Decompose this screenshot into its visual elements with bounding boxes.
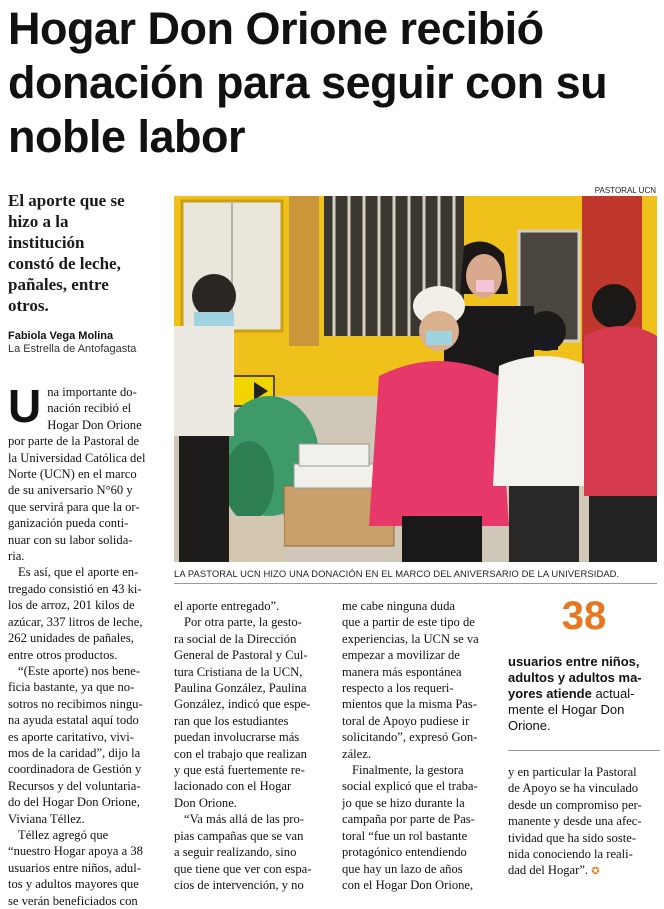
stat-bold-text: adultos y adultos ma- [508,670,642,685]
body-line: usuarios entre niños, adul- [8,860,141,875]
body-line: por parte de la Pastoral de [8,434,140,449]
headline-line-1: Hogar Don Orione recibió [8,3,544,54]
body-line: ra social de la Dirección [174,631,297,646]
body-line: es aporte caritativo, vivi- [8,729,134,744]
donation-scene-illustration [174,196,657,562]
body-line: que servirá para que la or- [8,499,140,514]
body-line: jo que se hizo durante la [342,795,465,810]
body-line: se verán beneficiados con [8,893,138,908]
body-line: General de Pastoral y Cul- [174,648,308,663]
body-line: Recursos y del voluntaria- [8,778,141,793]
body-line: do del Hogar Don Orione, [8,795,140,810]
body-line: protagónico entendiendo [342,845,467,860]
byline-publication: La Estrella de Antofagasta [8,343,137,355]
stat-number: 38 [561,594,607,638]
stat-text: actual- [591,686,635,701]
body-line: sotros no recibimos ningu- [8,696,143,711]
body-line: Téllez agregó que [18,827,109,842]
body-line: manera más espontánea [342,664,462,679]
stat-text: mente el Hogar Don [508,702,625,717]
body-line: na importante do- [47,385,137,399]
body-line: pias campañas que se van [174,828,304,843]
body-line: nida conociendo la reali- [508,847,633,862]
body-line: ficia bastante, ya que no- [8,680,135,695]
body-line: Norte (UCN) en el marco [8,467,137,482]
body-line: coordinadora de Gestión y [8,762,142,777]
stat-description [508,654,660,734]
body-line: Es así, que el aporte en- [18,565,139,580]
article-column-2 [174,598,326,893]
body-line: dad del Hogar”. [508,863,589,878]
body-line: solicitando”, expresó Gon- [342,730,478,745]
deck-line: hizo a la [8,212,69,231]
body-line: y en particular la Pastoral [508,765,637,779]
body-line: el aporte entregado”. [174,599,280,613]
body-line: “(Este aporte) nos bene- [18,663,141,678]
body-line: que a partir de este tipo de [342,615,475,630]
body-line: mos de la caridad”, dijo la [8,745,141,760]
headline-line-3: noble labor [8,111,246,162]
body-line: toral de Apoyo pudiese ir [342,713,470,728]
body-line: na ayuda estatal aquí todo [8,713,139,728]
body-line: tividad que ha sido soste- [508,830,637,845]
body-line: nación recibió el [47,401,132,416]
deck-line: institución [8,233,85,252]
headline-line-2: donación para seguir con su [8,57,608,108]
body-line: la Universidad Católica del [8,450,146,465]
body-line: Por otra parte, la gesto- [184,615,302,630]
body-line: me cabe ninguna duda [342,599,455,613]
body-line: y que está fuertemente re- [174,763,305,778]
body-line: ganización pueda conti- [8,516,129,531]
body-line: respecto a los requeri- [342,681,454,696]
article-column-4 [508,764,660,881]
deck-subtitle [8,190,168,316]
body-line: de su aniversario N°60 y [8,483,133,498]
body-line: “Va más allá de las pro- [184,812,304,827]
headline [8,2,658,164]
deck-line: El aporte que se [8,191,125,210]
body-line: tregado consistió en 43 ki- [8,581,142,596]
news-photo [174,196,657,562]
body-line: que hay un lazo de años [342,861,463,876]
body-line: Viviana Téllez. [8,811,85,826]
body-line: con el Hogar Don Orione, [342,877,474,892]
body-line: ran que los estudiantes [174,713,289,728]
caption-divider [174,583,657,584]
body-line: tos y adultos mayores que [8,877,139,892]
body-line: empezar a movilizar de [342,648,460,663]
stat-bold-text: yores atiende [508,686,592,701]
body-line: desde un compromiso per- [508,797,642,812]
body-line: nuar con su labor solida- [8,532,133,547]
body-line: ria. [8,549,25,564]
body-line: mientos que la misma Pas- [342,697,478,712]
body-line: cios de intervención, y no [174,877,304,892]
body-line: de Apoyo se ha vinculado [508,781,639,796]
body-line: zález. [342,746,372,761]
drop-cap: U [8,380,42,432]
body-line: Finalmente, la gestora [352,763,464,778]
body-line: tura Cristiana de la UCN, [174,664,303,679]
body-line: a seguir realizando, sino [174,845,297,860]
body-line: Paulina González, Paulina [174,681,307,696]
stat-divider [508,750,660,751]
body-line: toral “fue un rol bastante [342,828,468,843]
deck-line: otros. [8,296,49,315]
body-line: azúcar, 337 litros de leche, [8,614,143,629]
body-line: experiencias, la UCN se va [342,631,479,646]
byline-author: Fabiola Vega Molina [8,330,114,342]
body-line: 262 unidades de pañales, [8,631,134,646]
stat-text: Orione. [508,718,551,733]
deck-line: pañales, entre [8,275,109,294]
body-line: “nuestro Hogar apoya a 38 [8,844,143,859]
deck-line: constó de leche, [8,254,121,273]
body-line: los de arroz, 201 kilos de [8,598,135,613]
body-line: lacionado con el Hogar [174,779,292,794]
photo-credit: PASTORAL UCN [594,186,656,195]
body-line: entre otros productos. [8,647,118,662]
body-line: manente y desde una afec- [508,814,642,829]
body-line: con el trabajo que realizan [174,746,307,761]
body-line: campaña por parte de Pas- [342,812,475,827]
body-line: que tiene que ver con espa- [174,861,312,876]
body-line: Hogar Don Orione [47,417,142,432]
end-mark-icon: ✪ [591,866,600,878]
article-column-3 [342,598,494,893]
byline [8,330,173,356]
stat-bold-text: usuarios entre niños, [508,654,640,669]
body-line: González, indicó que espe- [174,697,311,712]
article-column-1 [8,380,160,909]
photo-caption: LA PASTORAL UCN HIZO UNA DONACIÓN EN EL MARCO DEL ANIVERSARIO DE LA UNIVERSIDAD. [174,568,620,579]
stat-highlight-box [508,592,660,734]
body-line: Don Orione. [174,795,237,810]
body-line: puedan involucrarse más [174,730,300,745]
body-line: social explicó que el traba- [342,779,478,794]
